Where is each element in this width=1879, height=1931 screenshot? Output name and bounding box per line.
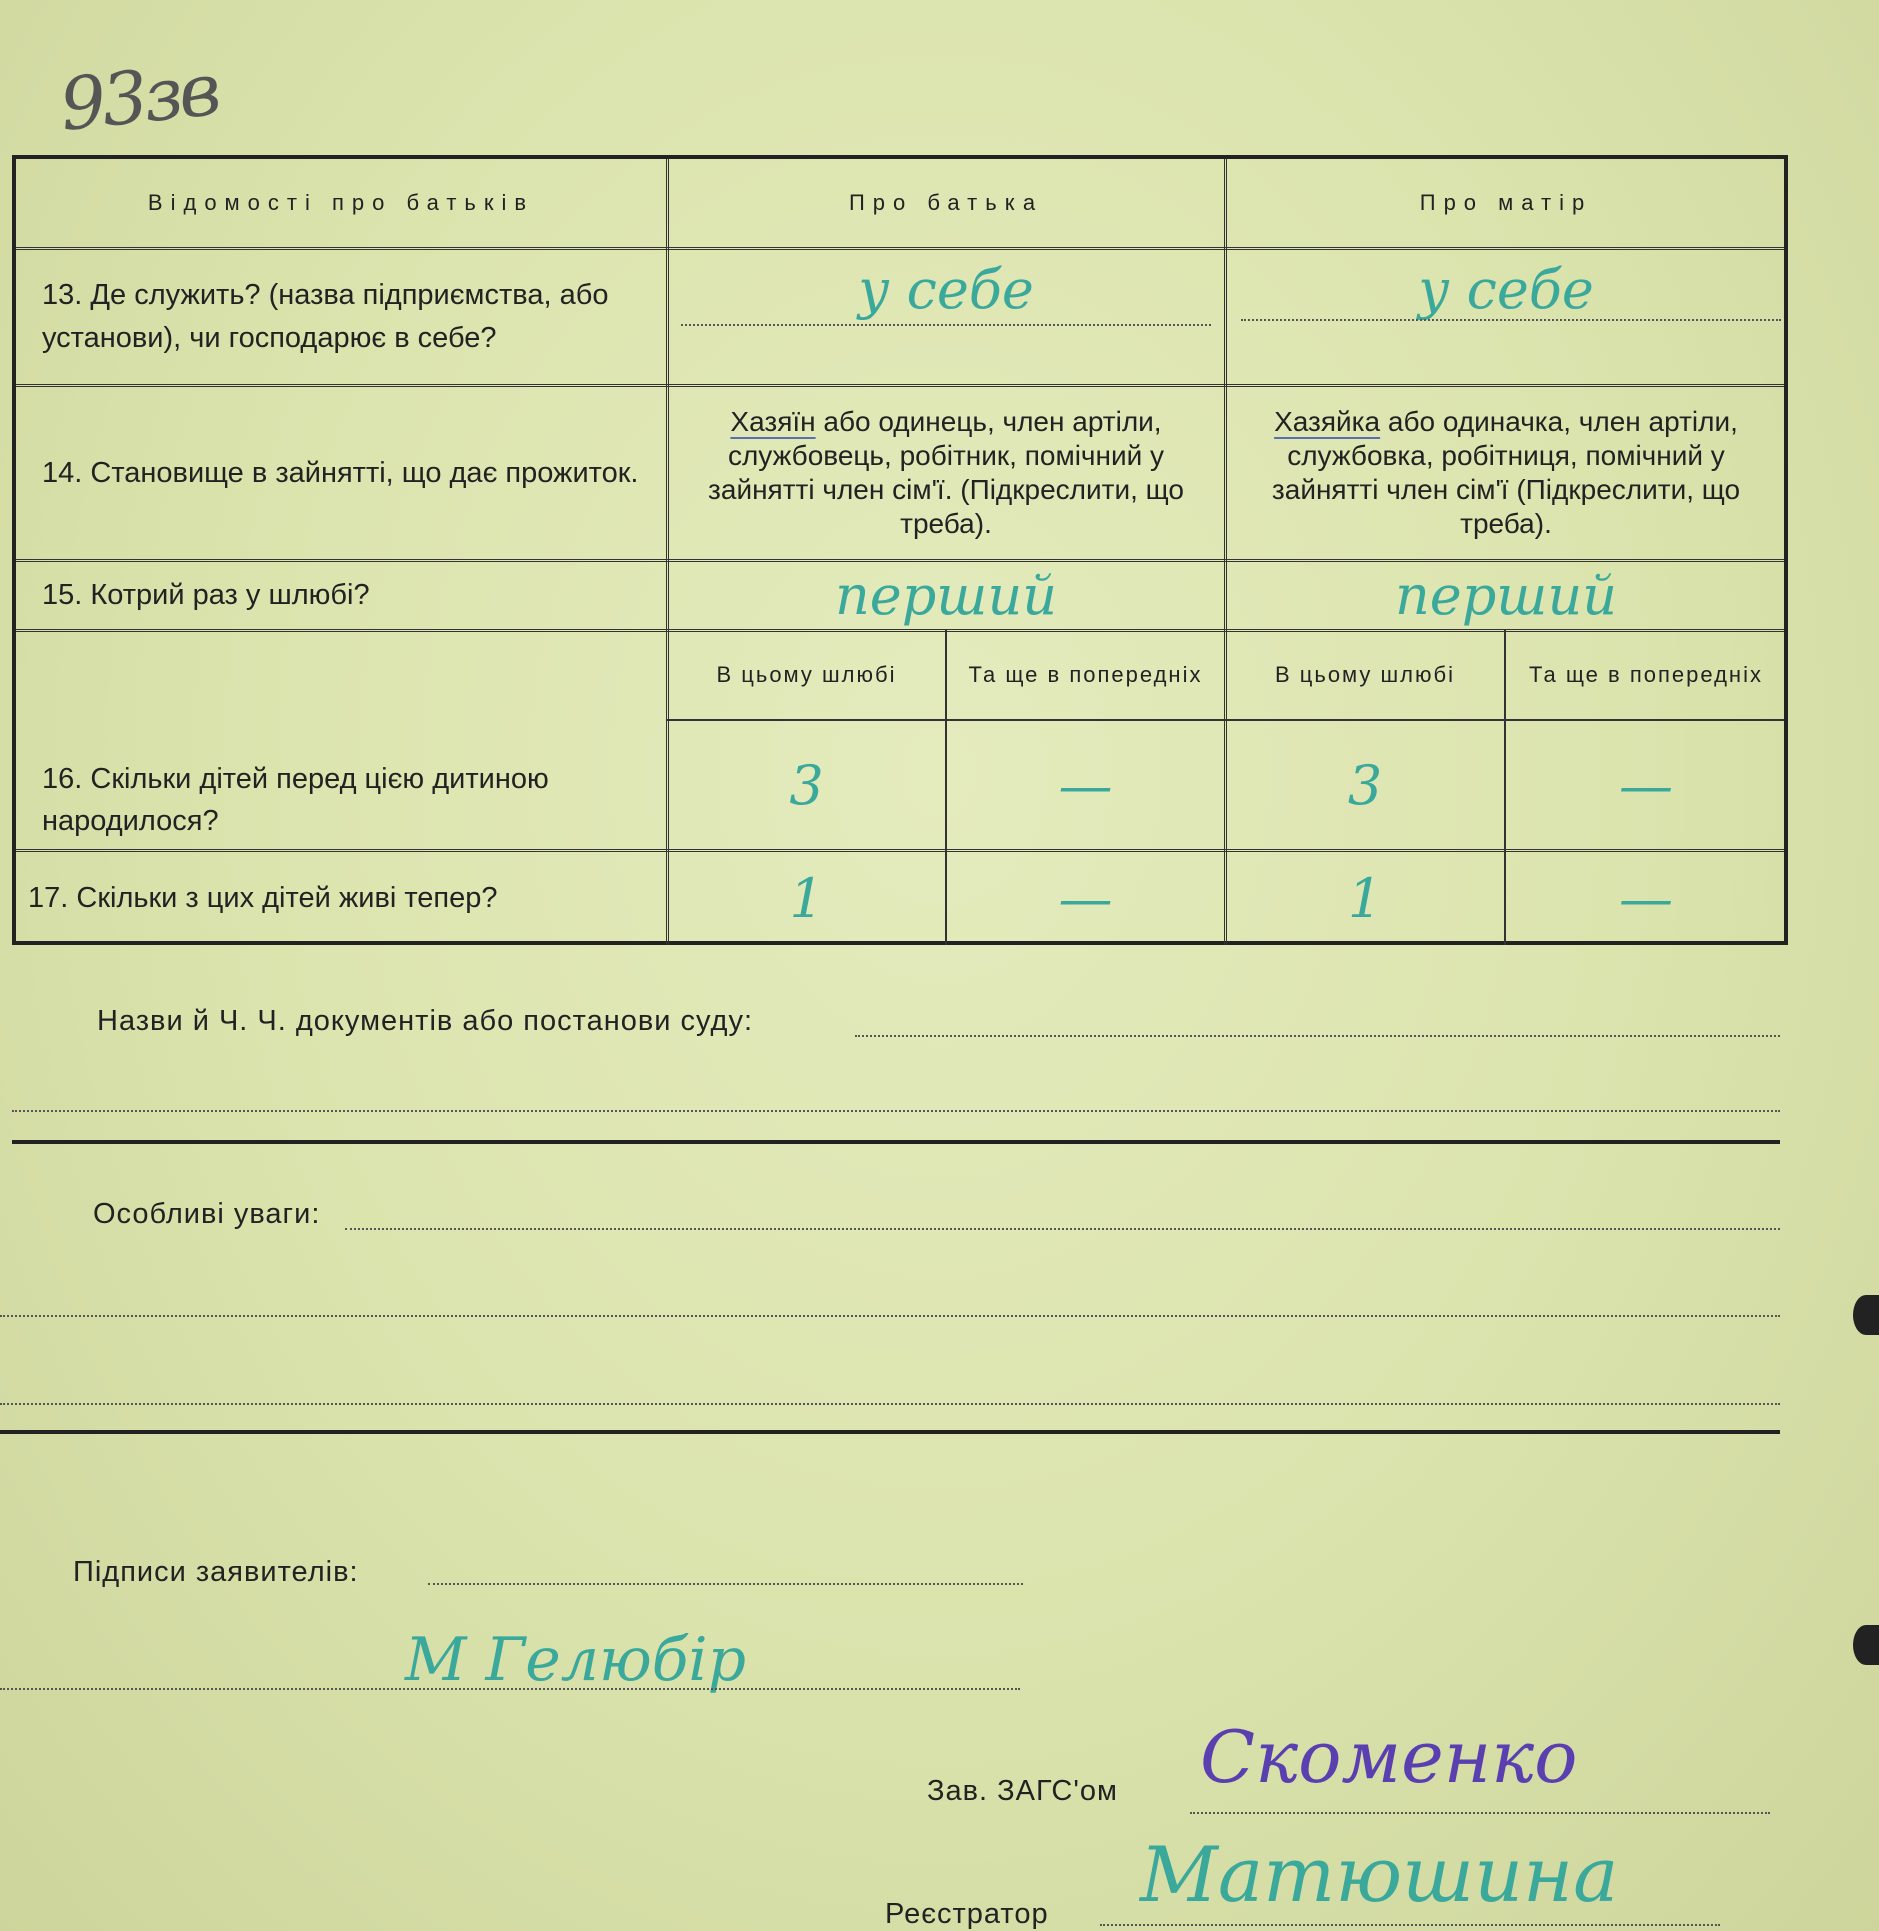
question-17: 17. Скільки з цих дітей живі тепер? [28, 881, 498, 914]
remarks-line-2 [0, 1315, 1780, 1317]
question-14: 14. Становище в зайнятті, що дає прожиток. [42, 456, 639, 489]
documents-line [855, 1035, 1780, 1037]
header-parents-info: Відомості про батьків [147, 190, 535, 215]
q14-father-options [668, 387, 1224, 559]
q14-mother-options [1226, 387, 1786, 559]
q16-mother-prev: — [1619, 754, 1673, 817]
applicant-signature: М Гелюбір [405, 1625, 746, 1695]
q17-father-prev: — [1058, 866, 1113, 930]
q17-father-this: 1 [789, 866, 824, 930]
section-rule [0, 1430, 1780, 1434]
q13-mother-answer: у себе [1418, 257, 1594, 321]
remarks-label: Особливі уваги: [93, 1198, 321, 1230]
header-mother: Про матір [1419, 190, 1593, 215]
parents-info-table [12, 155, 1788, 945]
q17-mother-this: 1 [1347, 866, 1383, 930]
q13-father-answer: у себе [858, 257, 1034, 321]
q14-mother-rest: або одиначка, член артіли, службовка, робітниця, помічний у зайнятті член сім'ї (Підкреслити, що треба). [1271, 405, 1741, 540]
binding-hole [1853, 1625, 1879, 1665]
header-father: Про батька [848, 190, 1044, 215]
subheader-mother-previous: Та ще в попередніх [1529, 661, 1763, 687]
zags-signature: Скоменко [1200, 1715, 1578, 1799]
subheader-mother-this-marriage: В цьому шлюбі [1274, 661, 1456, 687]
q16-father-this: 3 [789, 754, 824, 817]
remarks-line-3 [0, 1403, 1780, 1405]
q14-mother-underlined: Хазяйка [1274, 405, 1381, 437]
q15-mother-answer: перший [1394, 563, 1617, 627]
q14-father-rest: або одинець, член артіли, службовець, робітник, помічний у зайнятті член сім'ї. (Підкреслити, що треба). [708, 405, 1184, 540]
registrar-signature: Матюшина [1140, 1830, 1619, 1919]
signatures-line-2 [0, 1688, 1020, 1690]
section-rule [12, 1140, 1780, 1144]
registrar-label: Реєстратор [885, 1898, 1049, 1930]
binding-hole [1853, 1295, 1879, 1335]
q16-mother-this: 3 [1347, 754, 1383, 817]
q17-mother-prev: — [1619, 866, 1673, 930]
signatures-line [428, 1583, 1023, 1585]
page-number-mark: 93зв [56, 47, 221, 147]
remarks-line [345, 1228, 1780, 1230]
signatures-label: Підписи заявителів: [73, 1556, 359, 1588]
q14-father-underlined: Хазяїн [730, 405, 816, 437]
question-15: 15. Котрий раз у шлюбі? [42, 578, 370, 611]
q15-father-answer: перший [834, 563, 1057, 627]
question-16: 16. Скільки дітей перед цією дитиною народилося? [42, 762, 549, 837]
subheader-father-this-marriage: В цьому шлюбі [716, 661, 897, 687]
q13-mother-line [1241, 319, 1781, 321]
q13-father-line [681, 324, 1211, 326]
subheader-father-previous: Та ще в попередніх [968, 661, 1203, 687]
zags-label: Зав. ЗАГС'ом [927, 1775, 1118, 1807]
question-13: 13. Де служить? (назва підприємства, або установи), чи господарює в себе? [42, 279, 609, 354]
zags-line [1190, 1812, 1770, 1814]
registrar-line [1100, 1924, 1720, 1926]
q16-father-prev: — [1058, 754, 1113, 817]
documents-line-2 [12, 1110, 1780, 1112]
documents-label: Назви й Ч. Ч. документів або постанови суду: [97, 1005, 754, 1037]
